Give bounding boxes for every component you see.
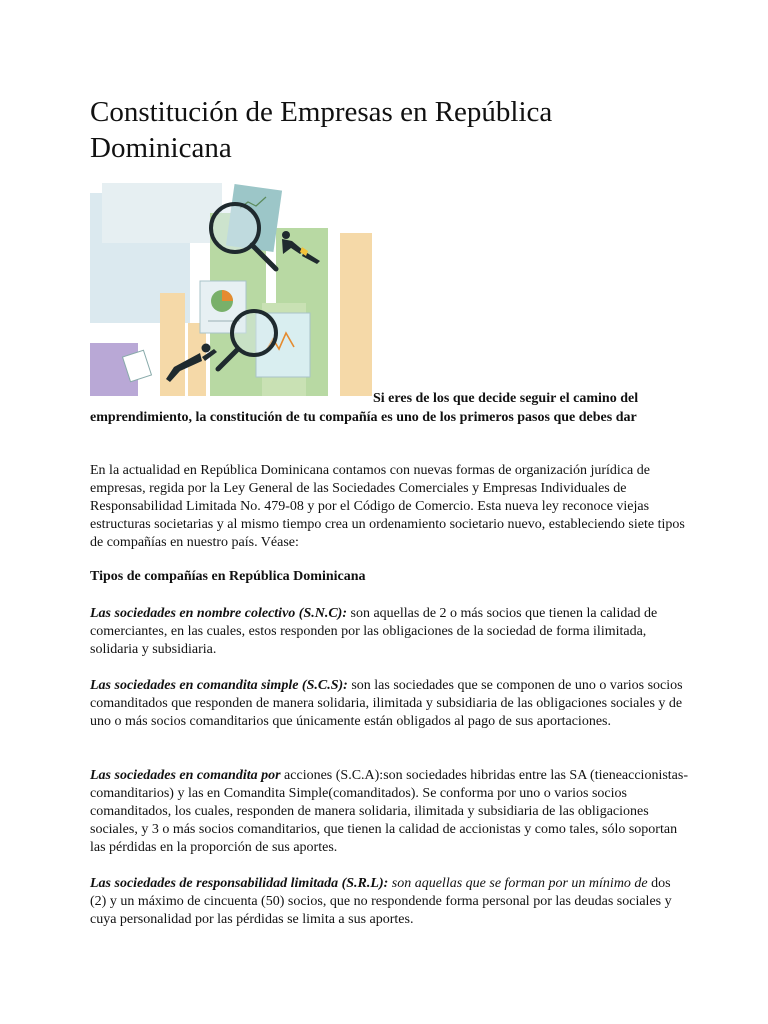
company-type-snc [90, 605, 690, 659]
intro-paragraph [90, 389, 690, 427]
description-srl-italic: son aquellas que se forman por un mínimo de [388, 876, 648, 891]
description-snc: son aquellas de 2 o más socios que tienen la calidad de comerciantes, en las cuales, estos responden por las obligaciones de la sociedad de forma ilimitada, solidaria y subsidiaria. [90, 606, 658, 657]
term-srl: Las sociedades de responsabilidad limitada (S.R.L): [90, 876, 389, 891]
company-type-sca [90, 767, 690, 857]
description-sca: acciones (S.C.A):son sociedades hibridas entre las SA (tieneaccionistas-comanditarios) y las en Comandita Simple(comanditados). Se conforma por uno o varios socios comanditados, los cuales, responden de manera solidaria, ilimitada y subsidiaria de las obligaciones sociales, y 3 o más socios comanditarios, que tienen la calidad de accionistas y como tales, sólo soportan las pérdidas en la proporción de sus aportes. [90, 768, 688, 855]
business-illustration [90, 183, 372, 396]
intro-text: Si eres de los que decide seguir el camino del emprendimiento, la constitución de tu compañía es uno de los primeros pasos que debes dar [90, 391, 639, 425]
company-type-srl [90, 875, 690, 929]
page-title: Constitución de Empresas en República Dominicana [90, 96, 553, 164]
description-srl: dos (2) y un máximo de cincuenta (50) socios, que no respondende forma personal por las deudas sociales y cuya personalidad por las pérdidas se limita a sus aportes. [90, 876, 672, 927]
term-scs: Las sociedades en comandita simple (S.C.S): [90, 678, 348, 693]
term-sca: Las sociedades en comandita por [90, 768, 281, 783]
company-type-scs [90, 677, 690, 731]
section-heading: Tipos de compañías en República Dominicana [90, 569, 366, 584]
term-snc: Las sociedades en nombre colectivo (S.N.C): [90, 606, 348, 621]
paragraph-legal-framework: En la actualidad en República Dominicana contamos con nuevas formas de organización jurídica de empresas, regida por la Ley General de las Sociedades Comerciales y Empresas Individuales de Responsabilidad Limitada No. 479-08 y por el Código de Comercio. Esta nueva ley reconoce viejas estructuras societarias y al mismo tiempo crea un ordenamiento societario nuevo, estableciendo siete tipos de compañías en nuestro país. Véase: [90, 463, 685, 550]
description-scs: son las sociedades que se componen de uno o varios socios comanditados que responden de manera solidaria, ilimitada y subsidiaria de las obligaciones sociales y de uno o más socios comanditarios que únicamente están obligados al pago de sus aportaciones. [90, 678, 683, 729]
